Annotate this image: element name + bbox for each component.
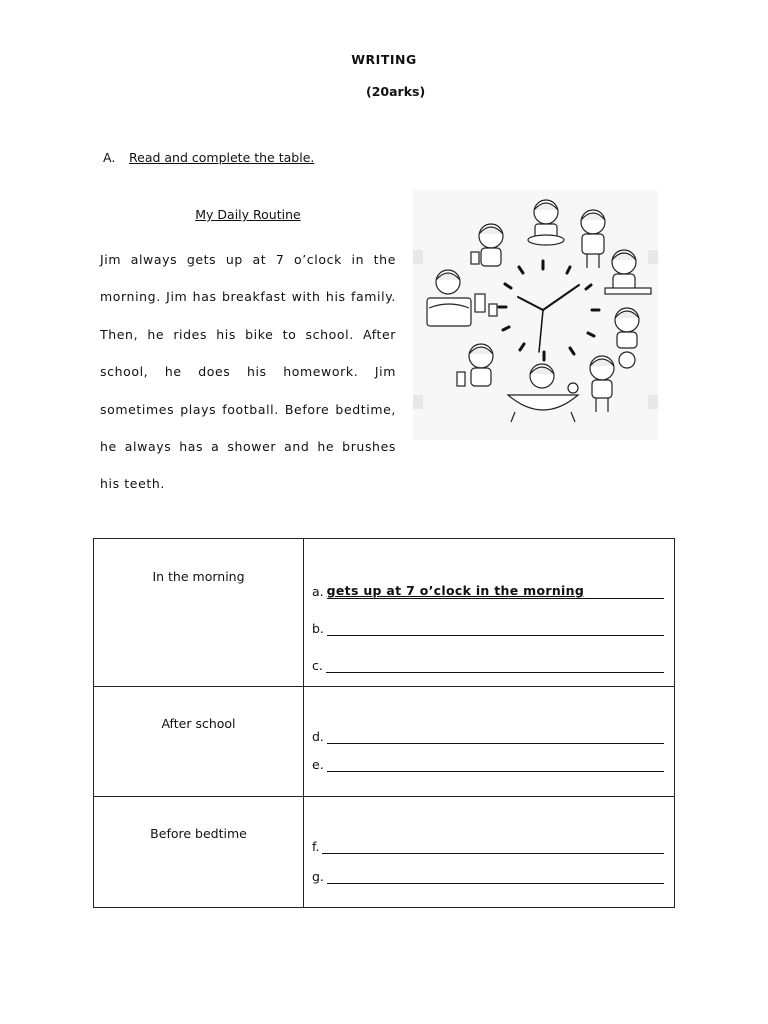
time-label: In the morning xyxy=(152,569,245,584)
table-row xyxy=(94,539,675,687)
time-label: After school xyxy=(161,716,236,731)
answer-blank[interactable] xyxy=(327,729,664,744)
answer-blank[interactable] xyxy=(327,869,664,884)
answer-line xyxy=(312,854,664,884)
answer-letter: c. xyxy=(312,658,323,673)
answer-blank[interactable] xyxy=(322,839,664,854)
table-row xyxy=(94,797,675,908)
answers-cell xyxy=(304,539,675,687)
answer-letter: f. xyxy=(312,839,320,854)
answer-text: gets up at 7 o’clock in the morning xyxy=(326,583,585,598)
section-a-heading xyxy=(103,150,314,165)
worksheet-title: WRITING xyxy=(351,52,417,67)
answer-blank[interactable] xyxy=(327,757,664,772)
answer-line xyxy=(312,817,664,854)
answers-cell xyxy=(304,797,675,908)
answer-line xyxy=(312,744,664,772)
answer-blank[interactable] xyxy=(326,658,664,673)
time-cell xyxy=(94,687,304,797)
answer-letter: d. xyxy=(312,729,324,744)
time-label: Before bedtime xyxy=(150,826,247,841)
answer-line xyxy=(312,707,664,744)
passage-title: My Daily Routine xyxy=(195,207,301,222)
routine-table xyxy=(93,538,675,908)
section-number: A. xyxy=(103,150,116,165)
answer-blank[interactable] xyxy=(327,621,664,636)
answer-line xyxy=(312,562,664,599)
answer-line xyxy=(312,636,664,673)
answer-blank[interactable] xyxy=(327,584,664,599)
section-instruction: Read and complete the table. xyxy=(129,150,315,165)
time-cell xyxy=(94,797,304,908)
answer-line xyxy=(312,599,664,636)
table-row xyxy=(94,687,675,797)
time-cell xyxy=(94,539,304,687)
answer-letter: e. xyxy=(312,757,324,772)
answers-cell xyxy=(304,687,675,797)
daily-routine-clock-illustration xyxy=(413,190,658,440)
marks-label: (20arks) xyxy=(366,84,426,99)
answer-letter: b. xyxy=(312,621,324,636)
answer-letter: a. xyxy=(312,584,324,599)
answer-letter: g. xyxy=(312,869,324,884)
passage-text: Jim always gets up at 7 o’clock in the morning. Jim has breakfast with his family. Then, he rides his bike to school. After school, he does his homework. Jim sometimes plays football. Before bedtime, he always has a shower and he brushes his teeth. xyxy=(100,252,396,492)
